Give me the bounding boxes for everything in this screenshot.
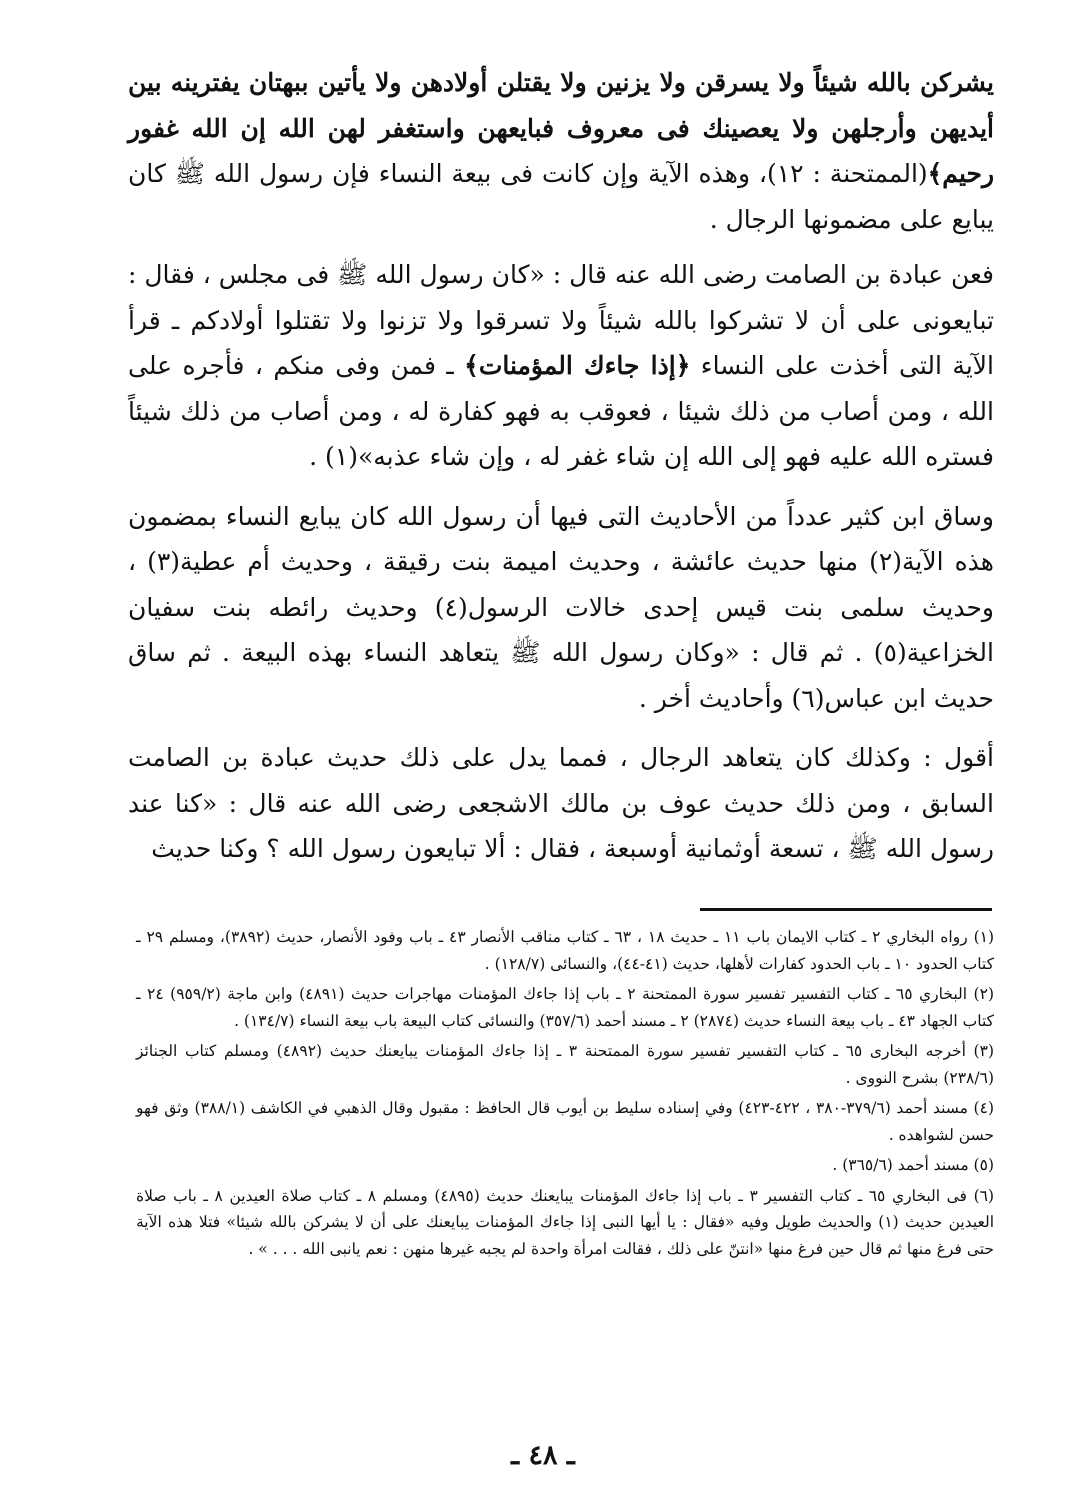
footnote-divider	[700, 908, 992, 911]
paragraph-4: أقول : وكذلك كان يتعاهد الرجال ، فمما يدل على ذلك حديث عبادة بن الصامت السابق ، ومن ذلك حديث عوف بن مالك الاشجعى رضى الله عنه قال : «كنا عند رسول الله ﷺ ، تسعة أوثمانية أوسبعة ، فقال : ألا تبايعون رسول الله ؟ وكنا حديث	[128, 743, 994, 863]
footnote-3: (٣) أخرجه البخارى ٦٥ ـ كتاب التفسير تفسير سورة الممتحنة ٣ ـ إذا جاءك المؤمنات يبايعنك حديث (٤٨٩٢) ومسلم كتاب الجنائز (٢٣٨/٦) بشرح النووى .	[136, 1042, 994, 1087]
paragraph-1-rest: (الممتحنة : ١٢)، وهذه الآية وإن كانت فى بيعة النساء فإن رسول الله ﷺ كان يبايع على مضمونها الرجال .	[128, 159, 994, 234]
main-text	[128, 60, 994, 886]
footnote-4: (٤) مسند أحمد (٣٧٩/٦-٣٨٠ ، ٤٢٢-٤٢٣) وفي إسناده سليط بن أيوب قال الحافظ : مقبول وقال الذهبي في الكاشف (٣٨٨/١) وثق فهو حسن لشواهده .	[136, 1099, 994, 1144]
footnotes	[136, 924, 994, 1266]
quran-verse-2: ﴿إذا جاءك المؤمنات﴾	[464, 351, 691, 380]
page-number: ـ ٤٨ ـ	[511, 1440, 575, 1471]
footnote-6: (٦) فى البخاري ٦٥ ـ كتاب التفسير ٣ ـ باب إذا جاءك المؤمنات يبايعنك حديث (٤٨٩٥) ومسلم ٨ ـ كتاب صلاة العيدين ٨ ـ باب صلاة العيدين حديث (١) والحديث طويل وفيه «فقال : يا أيها النبى إذا جاءك المؤمنات يبايعنك على أن لا يشركن بالله شيئا» فتلا هذه الآية حتى فرغ منها ثم قال حين فرغ منها «انتنّ على ذلك ، فقالت امرأة واحدة لم يجبه غيرها منهن : نعم يانبى الله . . . » .	[136, 1186, 995, 1258]
footnote-2: (٢) البخاري ٦٥ ـ كتاب التفسير تفسير سورة الممتحنة ٢ ـ باب إذا جاءك المؤمنات مهاجرات حديث (٤٨٩١) وابن ماجة (٩٥٩/٢) ٢٤ ـ كتاب الجهاد ٤٣ ـ باب بيعة النساء حديث (٢٨٧٤) ٢ ـ مسند أحمد (٣٥٧/٦) والنسائى كتاب البيعة باب بيعة النساء (١٣٤/٧) .	[136, 985, 994, 1030]
paragraph-1	[128, 60, 994, 242]
footnote-5: (٥) مسند أحمد (٣٦٥/٦) .	[832, 1156, 994, 1174]
footnote-1: (١) رواه البخاري ٢ ـ كتاب الايمان باب ١١ ـ حديث ١٨ ، ٦٣ ـ كتاب مناقب الأنصار ٤٣ ـ باب وفود الأنصار، حديث (٣٨٩٢)، ومسلم ٢٩ ـ كتاب الحدود ١٠ ـ باب الحدود كفارات لأهلها، حديث (٤١-٤٤)، والنسائى (١٢٨/٧) .	[136, 928, 995, 973]
paragraph-2	[128, 252, 994, 480]
paragraph-2-after: ـ فمن وفى منكم ، فأجره على الله ، ومن أصاب من ذلك شيئا ، فعوقب به فهو كفارة له ، ومن أصاب من ذلك شيئاً فستره الله عليه فهو إلى الله إن شاء غفر له ، وإن شاء عذبه»(١) .	[128, 351, 994, 471]
paragraph-3: وساق ابن كثير عدداً من الأحاديث التى فيها أن رسول الله كان يبايع النساء بمضمون هذه الآية(٢) منها حديث عائشة ، وحديث اميمة بنت رقيقة ، وحديث أم عطية(٣) ، وحديث سلمى بنت قيس إحدى خالات الرسول(٤) وحديث رائطه بنت سفيان الخزاعية(٥) . ثم قال : «وكان رسول الله ﷺ يتعاهد النساء بهذه البيعة . ثم ساق حديث ابن عباس(٦) وأحاديث أخر .	[128, 501, 994, 713]
quran-verse-1: يشركن بالله شيئاً ولا يسرقن ولا يزنين ولا يقتلن أولادهن ولا يأتين ببهتان يفترينه بين أيديهن وأرجلهن ولا يعصينك فى معروف فبايعهن واستغفر لهن الله إن الله غفور رحيم﴾	[128, 68, 995, 188]
paragraph-2-before: فعن عبادة بن الصامت رضى الله عنه قال : «كان رسول الله ﷺ فى مجلس ، فقال : تبايعونى على أن لا تشركوا بالله شيئاً ولا تسرقوا ولا تزنوا ولا تقتلوا أولادكم ـ قرأ الآية التى أخذت على النساء	[128, 260, 994, 380]
